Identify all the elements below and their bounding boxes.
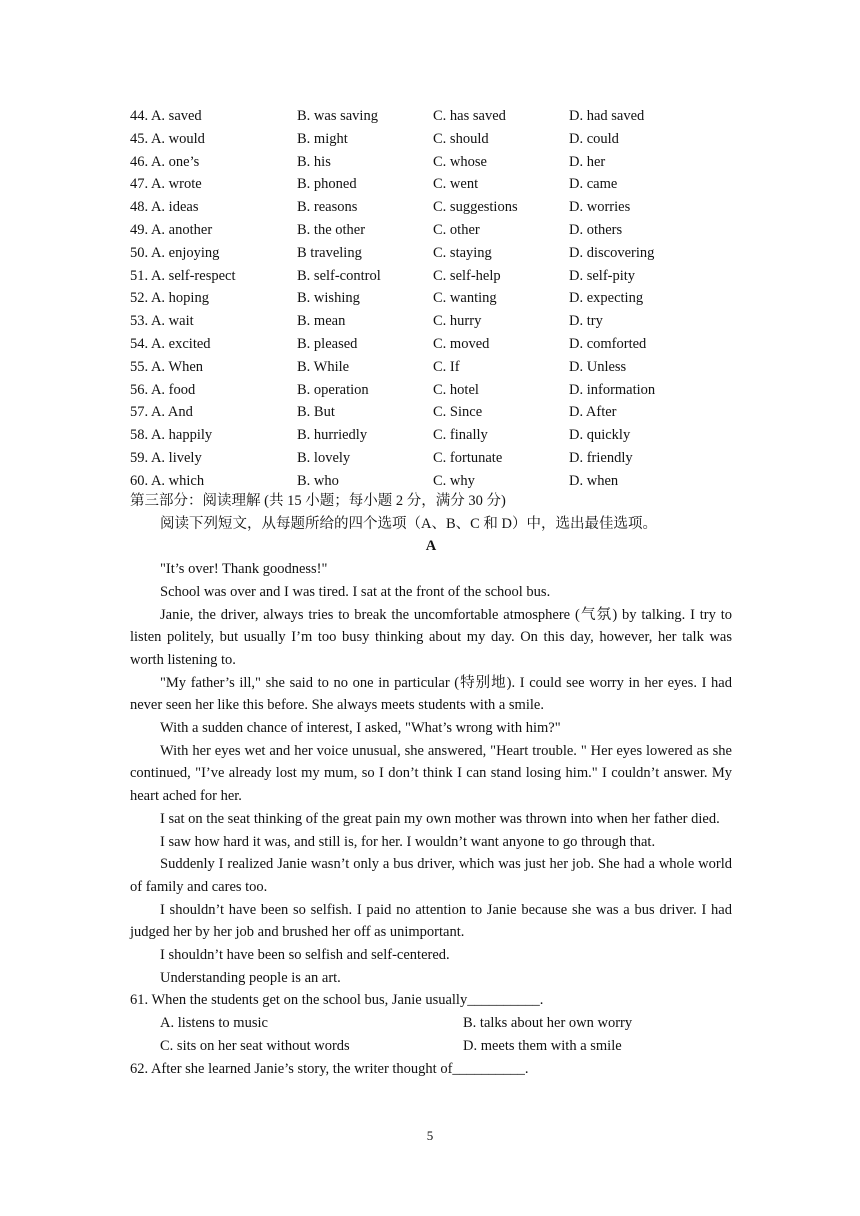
option-b: B. pleased [297,335,358,352]
option-b: B. wishing [297,290,360,307]
question-61-option-c: C. sits on her seat without words [160,1037,350,1054]
option-a: 53. A. wait [130,313,194,330]
paragraph: "My father’s ill," she said to no one in particular (特别地). I could see worry in her eyes. I had never seen her like this before. She always meets students with a smile. [130,674,732,714]
question-61-option-d: D. meets them with a smile [463,1037,622,1054]
option-row-48 [130,196,750,219]
option-b: B. operation [297,381,369,398]
option-a: 46. A. one’s [130,153,200,170]
paragraph: School was over and I was tired. I sat at the front of the school bus. [160,583,551,600]
option-d: D. her [569,153,606,170]
option-row-45 [130,128,750,151]
option-b: B. While [297,358,350,375]
option-c: C. why [433,472,475,489]
option-row-53 [130,310,750,333]
option-d: D. when [569,472,619,489]
option-b: B. might [297,130,348,147]
passage-label: A [425,538,437,555]
option-b: B. his [297,153,331,170]
option-a: 57. A. And [130,404,193,421]
option-row-55 [130,356,750,379]
option-b: B. self-control [297,267,381,284]
paragraph: With her eyes wet and her voice unusual, she answered, "Heart trouble. " Her eyes lowered as she continued, "I’ve already lost my mum, so I don’t think I can stand losing him." I couldn’t answer. My heart ached for her. [130,742,732,805]
option-c: C. hotel [433,381,479,398]
question-61: 61. When the students get on the school bus, Janie usually__________. [130,992,544,1009]
paragraph: Understanding people is an art. [160,969,341,986]
option-row-44 [130,105,750,128]
option-d: D. try [569,313,603,330]
option-c: C. self-help [433,267,501,284]
paragraph: Janie, the driver, always tries to break the uncomfortable atmosphere (气氛) by talking. I try to listen politely, but usually I’m too busy thinking about my day. On this day, however, her talk was worth listening to. [130,606,732,668]
option-d: D. self-pity [569,267,636,284]
page-number: 5 [426,1128,434,1143]
option-row-54 [130,333,750,356]
option-d: D. friendly [569,449,633,466]
option-d: D. others [569,221,623,238]
option-b: B. the other [297,221,366,238]
option-row-58 [130,424,750,447]
option-c: C. wanting [433,290,497,307]
reading-section [130,490,732,1080]
option-b: B. lovely [297,449,351,466]
option-d: D. worries [569,199,631,216]
paragraph: I shouldn’t have been so selfish. I paid no attention to Janie because she was a bus driver. I had judged her by her job and brushed her off as unimportant. [130,901,732,941]
option-row-49 [130,219,750,242]
option-d: D. could [569,130,619,147]
option-a: 59. A. lively [130,449,202,466]
option-a: 51. A. self-respect [130,267,236,284]
option-a: 50. A. enjoying [130,244,220,261]
option-row-47 [130,173,750,196]
option-a: 44. A. saved [130,108,202,124]
option-c: C. went [433,176,479,193]
option-d: D. had saved [569,108,645,124]
option-d: D. expecting [569,290,644,307]
option-d: D. After [569,404,617,421]
option-b: B. mean [297,313,346,330]
option-d: D. came [569,176,618,193]
option-c: C. staying [433,244,492,261]
section-title: 第三部分：阅读理解 (共 15 小题；每小题 2 分，满分 30 分) [130,493,506,509]
option-b: B. reasons [297,199,358,216]
option-c: C. other [433,221,480,238]
instruction: 阅读下列短文，从每题所给的四个选项（A、B、C 和 D）中，选出最佳选项。 [160,515,658,532]
option-a: 55. A. When [130,358,204,375]
option-b: B. phoned [297,176,357,193]
option-d: D. information [569,381,656,398]
option-d: D. quickly [569,427,631,444]
paragraph: "It’s over! Thank goodness!" [160,561,328,578]
option-c: C. suggestions [433,199,518,216]
option-a: 52. A. hoping [130,290,209,307]
option-c: C. has saved [433,108,506,124]
paragraph: Suddenly I realized Janie wasn’t only a bus driver, which was just her job. She had a whole world of family and cares too. [130,856,732,895]
option-b: B. But [297,404,335,421]
option-c: C. finally [433,427,488,444]
question-61-option-b: B. talks about her own worry [463,1015,633,1032]
paragraph: I shouldn’t have been so selfish and self-centered. [160,947,450,964]
option-d: D. discovering [569,244,655,261]
option-b: B. was saving [297,108,378,124]
option-a: 49. A. another [130,221,213,238]
option-a: 48. A. ideas [130,199,199,216]
paragraph: I sat on the seat thinking of the great pain my own mother was thrown into when her father died. [160,810,720,827]
option-b: B traveling [297,244,362,261]
question-61-options-row-2 [130,1035,732,1058]
option-d: D. Unless [569,358,627,375]
option-a: 60. A. which [130,472,205,489]
option-b: B. who [297,472,339,489]
question-62: 62. After she learned Janie’s story, the writer thought of__________. [130,1060,529,1077]
option-a: 47. A. wrote [130,176,202,193]
option-row-52 [130,287,750,310]
option-a: 58. A. happily [130,427,213,444]
option-c: C. hurry [433,313,482,330]
option-c: C. should [433,130,489,147]
option-c: C. moved [433,335,490,352]
option-row-51 [130,265,750,288]
option-row-57 [130,401,750,424]
paragraph: With a sudden chance of interest, I asked, "What’s wrong with him?" [160,720,561,737]
option-a: 54. A. excited [130,335,211,352]
option-c: C. fortunate [433,449,503,466]
option-row-59 [130,447,750,470]
option-a: 45. A. would [130,130,205,147]
option-c: C. whose [433,153,487,170]
option-a: 56. A. food [130,381,196,398]
question-61-option-a: A. listens to music [160,1015,268,1032]
question-61-options-row-1 [130,1012,732,1035]
option-row-56 [130,379,750,402]
option-b: B. hurriedly [297,427,368,444]
option-row-50 [130,242,750,265]
paragraph: I saw how hard it was, and still is, for her. I wouldn’t want anyone to go through that. [160,833,656,850]
option-c: C. If [433,358,460,375]
option-row-46 [130,151,750,174]
cloze-options-table [130,105,750,493]
option-c: C. Since [433,404,483,421]
option-d: D. comforted [569,335,647,352]
